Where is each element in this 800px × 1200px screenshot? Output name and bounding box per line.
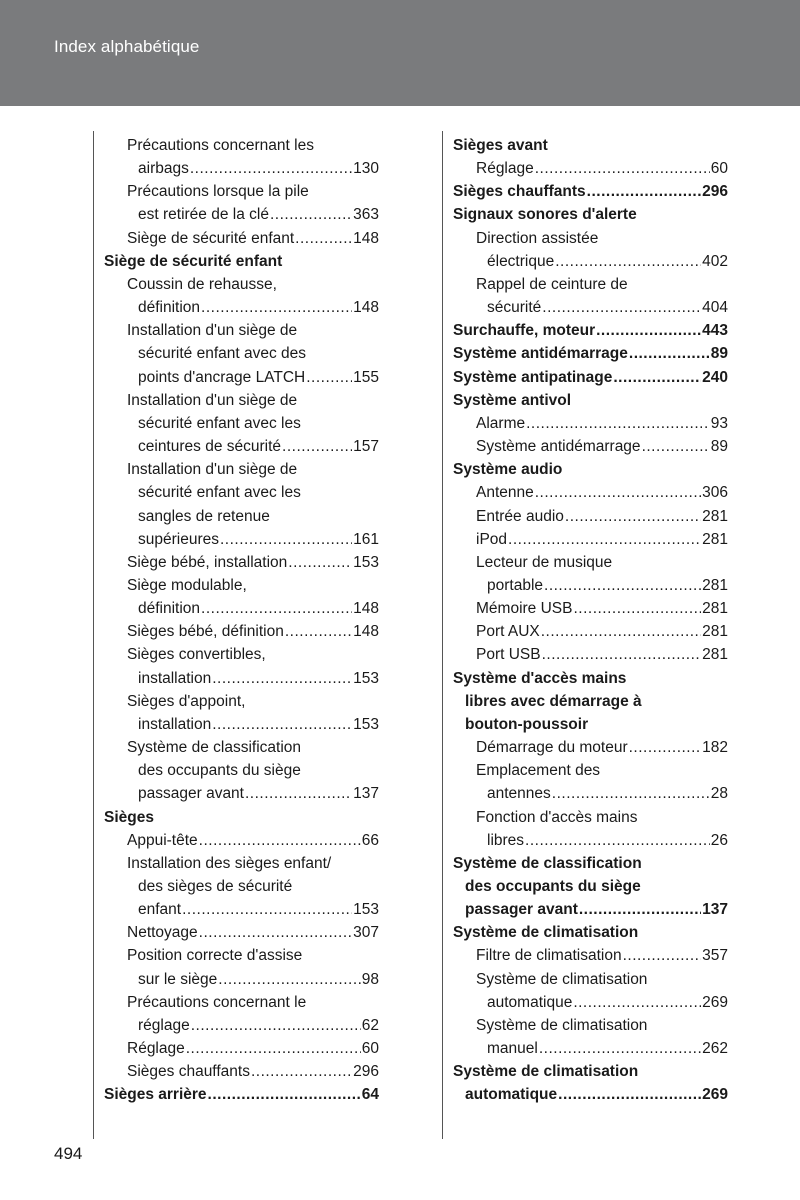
index-entry — [104, 690, 379, 713]
index-entry — [104, 458, 379, 481]
dot-leader — [220, 528, 352, 551]
entry-text: Système de classification — [453, 854, 642, 872]
entry-text: Démarrage du moteur — [476, 739, 628, 757]
page-reference: 148 — [353, 623, 379, 641]
entry-text: Mémoire USB — [476, 600, 573, 618]
index-column-left — [104, 134, 379, 1107]
entry-text: sécurité enfant avec les — [138, 414, 301, 432]
dot-leader — [285, 620, 352, 643]
entry-text: Antenne — [476, 484, 534, 502]
index-entry — [104, 505, 379, 528]
entry-text: Sièges bébé, définition — [127, 623, 284, 641]
dot-leader — [623, 944, 702, 967]
entry-text: des sièges de sécurité — [138, 878, 293, 895]
entry-text: Port USB — [476, 646, 541, 664]
entry-text: sur le siège — [138, 970, 218, 988]
dot-leader — [542, 296, 701, 319]
entry-text: Sièges convertibles, — [127, 646, 266, 664]
dot-leader — [288, 551, 352, 574]
dot-leader — [539, 1037, 701, 1060]
dot-leader — [552, 782, 710, 805]
dot-leader — [642, 435, 710, 458]
index-entry — [453, 736, 728, 759]
dot-leader — [295, 227, 352, 250]
index-entry — [104, 551, 379, 574]
page-reference: 182 — [702, 739, 728, 757]
entry-text: sangles de retenue — [138, 507, 270, 525]
entry-text: Système antivol — [453, 391, 572, 409]
dot-leader — [201, 296, 352, 319]
entry-text: Filtre de climatisation — [476, 947, 622, 965]
dot-leader — [526, 412, 710, 435]
index-entry — [104, 157, 379, 180]
page-reference: 153 — [353, 715, 379, 733]
dot-leader — [629, 342, 710, 365]
index-entry — [453, 227, 728, 250]
entry-text: Installation d'un siège de — [127, 322, 298, 340]
page-reference: 281 — [702, 646, 728, 664]
dot-leader — [555, 250, 701, 273]
index-entry — [104, 713, 379, 736]
index-heading — [453, 342, 728, 365]
dot-leader — [542, 643, 702, 666]
page-reference: 306 — [702, 484, 728, 502]
entry-text: automatique — [465, 1086, 558, 1104]
dot-leader — [245, 782, 352, 805]
entry-text: points d'ancrage LATCH — [138, 368, 306, 386]
index-heading — [453, 875, 728, 898]
index-entry — [104, 829, 379, 852]
entry-text: Système d'accès mains — [453, 669, 627, 687]
entry-text: est retirée de la clé — [138, 206, 269, 224]
page-reference: 137 — [353, 785, 379, 803]
index-entry — [453, 944, 728, 967]
index-entry — [104, 319, 379, 342]
index-heading — [453, 366, 728, 389]
entry-text: Siège de sécurité enfant — [127, 229, 295, 247]
index-heading — [453, 319, 728, 342]
entry-text: sécurité enfant avec des — [138, 345, 307, 363]
entry-text: Port AUX — [476, 623, 540, 641]
dot-leader — [218, 968, 360, 991]
entry-text: automatique — [487, 993, 573, 1011]
index-entry — [104, 667, 379, 690]
index-heading — [453, 713, 728, 736]
index-entry — [104, 273, 379, 296]
dot-leader — [212, 713, 352, 736]
dot-leader — [535, 481, 701, 504]
dot-leader — [544, 574, 701, 597]
entry-text: Position correcte d'assise — [127, 947, 303, 965]
index-heading — [453, 852, 728, 875]
index-entry — [453, 782, 728, 805]
index-entry — [453, 1037, 728, 1060]
dot-leader — [596, 319, 701, 342]
index-entry — [104, 968, 379, 991]
index-entry — [104, 180, 379, 203]
entry-text: Système de climatisation — [476, 970, 648, 988]
index-entry — [453, 574, 728, 597]
index-entry — [104, 759, 379, 782]
entry-text: Entrée audio — [476, 507, 564, 525]
index-heading — [453, 921, 728, 944]
entry-text: Réglage — [127, 1040, 185, 1058]
index-entry — [104, 203, 379, 226]
entry-text: Fonction d'accès mains — [476, 808, 638, 826]
entry-text: Surchauffe, moteur — [453, 322, 596, 340]
page-reference: 148 — [353, 299, 379, 317]
index-entry — [453, 968, 728, 991]
entry-text: bouton-poussoir — [465, 715, 589, 733]
entry-text: Précautions concernant le — [127, 993, 307, 1011]
index-entry — [104, 227, 379, 250]
index-entry — [104, 921, 379, 944]
dot-leader — [199, 829, 361, 852]
entry-text: Lecteur de musique — [476, 553, 613, 571]
entry-text: réglage — [138, 1016, 190, 1034]
page-reference: 62 — [361, 1016, 379, 1034]
page-reference: 155 — [353, 368, 379, 386]
index-heading — [104, 250, 379, 273]
index-entry — [104, 898, 379, 921]
dot-leader — [629, 736, 702, 759]
dot-leader — [251, 1060, 352, 1083]
page-reference: 93 — [710, 414, 728, 432]
index-entry — [453, 157, 728, 180]
index-heading — [453, 690, 728, 713]
index-entry — [104, 412, 379, 435]
entry-text: Coussin de rehausse, — [127, 275, 277, 293]
entry-text: Emplacement des — [476, 762, 601, 780]
header-title: Index alphabétique — [54, 37, 200, 56]
entry-text: définition — [138, 299, 201, 317]
index-entry — [104, 134, 379, 157]
page-reference: 240 — [702, 368, 728, 386]
page-reference: 281 — [702, 623, 728, 641]
page-reference: 281 — [702, 530, 728, 548]
entry-text: passager avant — [138, 785, 244, 803]
index-heading — [453, 180, 728, 203]
index-entry — [104, 875, 379, 898]
entry-text: airbags — [138, 160, 189, 178]
page-reference: 98 — [361, 970, 379, 988]
dot-leader — [208, 1083, 361, 1106]
entry-text: des occupants du siège — [138, 762, 301, 780]
index-column-right — [453, 134, 728, 1107]
entry-text: Système antipatinage — [453, 368, 613, 386]
entry-text: Système de climatisation — [476, 1016, 648, 1034]
page-reference: 296 — [353, 1063, 379, 1081]
index-entry — [104, 782, 379, 805]
index-entry — [104, 944, 379, 967]
dot-leader — [573, 991, 701, 1014]
index-entry — [104, 1060, 379, 1083]
page-reference: 269 — [702, 993, 728, 1011]
left-column-rule — [93, 131, 94, 1139]
entry-text: Système de classification — [127, 739, 302, 757]
entry-text: Siège modulable, — [127, 576, 247, 594]
entry-text: libres — [487, 831, 525, 849]
entry-text: libres avec démarrage à — [465, 692, 642, 710]
page-reference: 281 — [702, 600, 728, 618]
dot-leader — [212, 667, 352, 690]
entry-text: antennes — [487, 785, 551, 803]
page-reference: 64 — [361, 1086, 379, 1104]
entry-text: définition — [138, 600, 201, 618]
index-entry — [453, 620, 728, 643]
entry-text: Siège bébé, installation — [127, 553, 288, 571]
index-entry — [453, 435, 728, 458]
index-heading — [453, 203, 728, 226]
page-reference: 60 — [361, 1040, 379, 1058]
index-entry — [104, 852, 379, 875]
entry-text: Installation des sièges enfant/ — [127, 854, 332, 872]
index-entry — [104, 736, 379, 759]
entry-text: électrique — [487, 252, 555, 270]
index-heading — [453, 458, 728, 481]
entry-text: Sièges — [104, 808, 154, 826]
entry-text: Système antidémarrage — [476, 438, 641, 456]
index-entry — [453, 412, 728, 435]
page-reference: 262 — [702, 1040, 728, 1058]
index-entry — [453, 806, 728, 829]
page-reference: 137 — [702, 901, 728, 919]
page-reference: 89 — [710, 345, 728, 363]
dot-leader — [508, 528, 701, 551]
index-entry — [104, 574, 379, 597]
entry-text: installation — [138, 715, 212, 733]
index-entry — [104, 597, 379, 620]
entry-text: iPod — [476, 530, 508, 548]
dot-leader — [558, 1083, 701, 1106]
page-reference: 28 — [710, 785, 728, 803]
entry-text: passager avant — [465, 901, 578, 919]
index-heading — [453, 898, 728, 921]
page-reference: 404 — [702, 299, 728, 317]
dot-leader — [587, 180, 701, 203]
entry-text: Système de climatisation — [453, 1063, 639, 1081]
page-reference: 157 — [353, 438, 379, 456]
page-reference: 281 — [702, 576, 728, 594]
page-reference: 363 — [353, 206, 379, 224]
dot-leader — [201, 597, 352, 620]
index-entry — [453, 505, 728, 528]
entry-text: Système antidémarrage — [453, 345, 628, 363]
entry-text: portable — [487, 576, 544, 594]
entry-text: Alarme — [476, 414, 526, 432]
dot-leader — [306, 366, 352, 389]
index-heading — [104, 1083, 379, 1106]
index-entry — [453, 273, 728, 296]
entry-text: Direction assistée — [476, 229, 599, 247]
entry-text: installation — [138, 669, 212, 687]
page-number: 494 — [54, 1144, 83, 1163]
dot-leader — [199, 921, 352, 944]
page-reference: 269 — [702, 1086, 728, 1104]
index-heading — [453, 134, 728, 157]
page-reference: 281 — [702, 507, 728, 525]
dot-leader — [565, 505, 701, 528]
page-reference: 60 — [710, 160, 728, 178]
index-entry — [104, 1014, 379, 1037]
dot-leader — [535, 157, 710, 180]
index-entry — [104, 1037, 379, 1060]
index-entry — [453, 829, 728, 852]
entry-text: supérieures — [138, 530, 219, 548]
entry-text: des occupants du siège — [465, 878, 641, 895]
index-entry — [453, 643, 728, 666]
dot-leader — [573, 597, 701, 620]
page-reference: 153 — [353, 669, 379, 687]
index-entry — [104, 620, 379, 643]
index-entry — [104, 342, 379, 365]
index-entry — [104, 991, 379, 1014]
page-reference: 153 — [353, 901, 379, 919]
index-entry — [453, 481, 728, 504]
dot-leader — [525, 829, 710, 852]
dot-leader — [282, 435, 352, 458]
page-reference: 443 — [702, 322, 728, 340]
index-heading — [453, 389, 728, 412]
entry-text: Sièges arrière — [104, 1086, 207, 1104]
entry-text: Rappel de ceinture de — [476, 275, 628, 293]
index-entry — [453, 597, 728, 620]
entry-text: Précautions lorsque la pile — [127, 183, 309, 201]
index-entry — [453, 250, 728, 273]
index-heading — [453, 1083, 728, 1106]
dot-leader — [541, 620, 701, 643]
index-entry — [104, 528, 379, 551]
index-heading — [453, 1060, 728, 1083]
page-reference: 89 — [710, 438, 728, 456]
entry-text: Système de climatisation — [453, 924, 639, 942]
dot-leader — [613, 366, 701, 389]
entry-text: sécurité enfant avec les — [138, 484, 301, 502]
index-entry — [453, 991, 728, 1014]
dot-leader — [190, 157, 352, 180]
index-entry — [104, 481, 379, 504]
entry-text: Sièges avant — [453, 137, 548, 154]
dot-leader — [579, 898, 701, 921]
entry-text: Siège de sécurité enfant — [104, 252, 283, 270]
entry-text: Sièges chauffants — [453, 183, 586, 201]
entry-text: Système audio — [453, 461, 563, 479]
entry-text: Installation d'un siège de — [127, 391, 298, 409]
dot-leader — [186, 1037, 361, 1060]
index-entry — [453, 296, 728, 319]
index-entry — [453, 528, 728, 551]
index-entry — [104, 366, 379, 389]
entry-text: Précautions concernant les — [127, 137, 314, 154]
page-reference: 148 — [353, 229, 379, 247]
index-entry — [453, 1014, 728, 1037]
page-reference: 402 — [702, 252, 728, 270]
dot-leader — [270, 203, 352, 226]
index-heading — [104, 806, 379, 829]
entry-text: Sièges chauffants — [127, 1063, 250, 1081]
dot-leader — [182, 898, 352, 921]
entry-text: Appui-tête — [127, 831, 198, 849]
entry-text: sécurité — [487, 299, 542, 317]
page-reference: 66 — [361, 831, 379, 849]
entry-text: Nettoyage — [127, 924, 198, 942]
index-entry — [104, 643, 379, 666]
right-column-rule — [442, 131, 443, 1139]
entry-text: Installation d'un siège de — [127, 461, 298, 479]
page-reference: 357 — [702, 947, 728, 965]
index-heading — [453, 667, 728, 690]
entry-text: Réglage — [476, 160, 534, 178]
page-reference: 307 — [353, 924, 379, 942]
entry-text: Signaux sonores d'alerte — [453, 206, 637, 224]
entry-text: ceintures de sécurité — [138, 438, 282, 456]
entry-text: enfant — [138, 901, 182, 919]
index-entry — [453, 551, 728, 574]
page-reference: 161 — [353, 530, 379, 548]
index-entry — [104, 389, 379, 412]
page-reference: 148 — [353, 600, 379, 618]
entry-text: manuel — [487, 1040, 538, 1058]
page-reference: 296 — [702, 183, 728, 201]
entry-text: Sièges d'appoint, — [127, 692, 246, 710]
page-reference: 130 — [353, 160, 379, 178]
dot-leader — [191, 1014, 361, 1037]
page-reference: 26 — [710, 831, 728, 849]
index-entry — [104, 296, 379, 319]
page-header — [0, 0, 800, 106]
index-entry — [453, 759, 728, 782]
index-entry — [104, 435, 379, 458]
page-reference: 153 — [353, 553, 379, 571]
